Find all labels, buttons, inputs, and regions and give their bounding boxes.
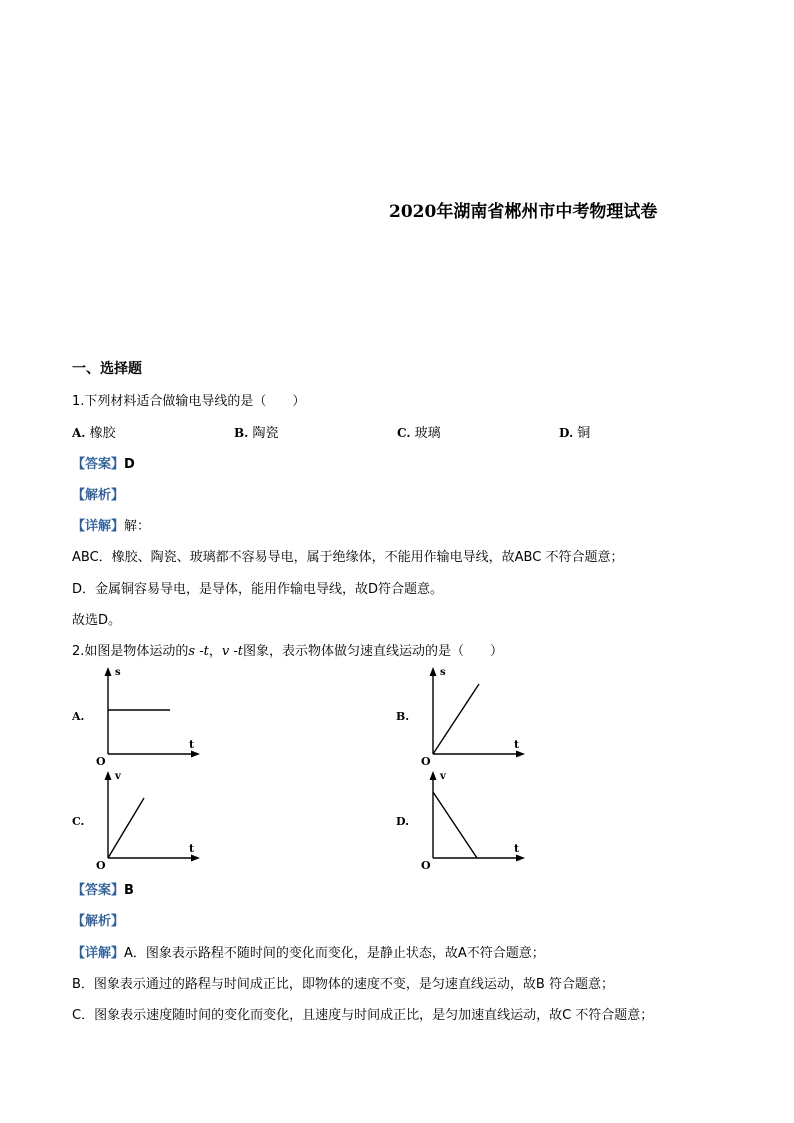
option-letter: A. — [72, 426, 86, 440]
y-axis-arrow — [105, 771, 112, 780]
answer-tag: 【答案】 — [72, 883, 125, 898]
q1-line-3: 故选D。 — [72, 613, 122, 628]
q2-line-2: C．图象表示速度随时间的变化而变化，且速度与时间成正比，是匀加速直线运动，故C 不符合题意； — [72, 1008, 654, 1023]
option-text: 铜 — [577, 426, 591, 441]
option-text: 橡胶 — [89, 426, 116, 441]
q2-detail — [72, 942, 545, 961]
x-axis-label: t — [514, 738, 520, 751]
q2-stem — [72, 640, 503, 659]
graph-line — [433, 792, 477, 858]
origin-label: O — [96, 755, 106, 768]
x-axis-arrow — [191, 751, 200, 758]
stem-sep: ， — [208, 644, 222, 659]
stem-st: s -t — [188, 644, 209, 659]
x-axis-label: t — [189, 738, 195, 751]
graph-line — [108, 798, 144, 858]
x-axis-arrow — [191, 855, 200, 862]
q2-graph-b[interactable] — [417, 664, 532, 768]
stem-vt: v -t — [221, 644, 243, 659]
q1-detail — [72, 515, 150, 534]
detail-tag: 【详解】 — [72, 946, 125, 961]
q1-line-2: D．金属铜容易导电，是导体，能用作输电导线，故D符合题意。 — [72, 582, 444, 597]
q2-analysis-tag: 【解析】 — [72, 914, 125, 929]
y-axis-arrow — [430, 771, 437, 780]
y-axis-label: v — [440, 771, 446, 782]
q1-analysis-tag: 【解析】 — [72, 488, 125, 503]
detail-tag: 【详解】 — [72, 519, 125, 534]
option-letter: D. — [559, 426, 574, 440]
q2-option-d-letter[interactable]: D. — [396, 815, 409, 828]
q2-graph-d[interactable] — [417, 768, 532, 872]
q2-answer — [72, 879, 134, 898]
q1-option-a[interactable] — [72, 422, 116, 441]
q1-option-d[interactable] — [559, 422, 590, 441]
stem-pre: 2.如图是物体运动的 — [72, 644, 189, 659]
x-axis-arrow — [516, 751, 525, 758]
section-heading: 一、选择题 — [72, 361, 142, 377]
q1-line-1: ABC．橡胶、陶瓷、玻璃都不容易导电，属于绝缘体，不能用作输电导线，故ABC 不符合题意； — [72, 550, 624, 565]
answer-tag: 【答案】 — [72, 457, 125, 472]
q2-graph-a[interactable] — [92, 664, 207, 768]
option-letter: C. — [397, 426, 411, 440]
detail-text: 解： — [124, 519, 151, 534]
option-letter: B. — [234, 426, 249, 440]
q2-option-c-letter[interactable]: C. — [72, 815, 85, 828]
q1-option-c[interactable] — [397, 422, 441, 441]
page-title: 2020年湖南省郴州市中考物理试卷 — [389, 202, 658, 222]
y-axis-label: s — [115, 667, 121, 678]
answer-value: B — [124, 883, 134, 898]
graph-line — [433, 684, 479, 754]
stem-post: 图象，表示物体做匀速直线运动的是（ ） — [242, 644, 503, 659]
x-axis-label: t — [514, 842, 520, 855]
q2-option-b-letter[interactable]: B. — [396, 710, 410, 723]
q1-option-b[interactable] — [234, 422, 278, 441]
q2-option-a-letter[interactable]: A. — [72, 710, 85, 723]
y-axis-label: s — [440, 667, 446, 678]
origin-label: O — [421, 755, 431, 768]
q1-stem: 1.下列材料适合做输电导线的是（ ） — [72, 394, 306, 409]
detail-text: A．图象表示路程不随时间的变化而变化，是静止状态，故A不符合题意； — [124, 946, 545, 961]
y-axis-label: v — [115, 771, 121, 782]
option-text: 陶瓷 — [252, 426, 279, 441]
answer-value: D — [124, 457, 135, 472]
x-axis-label: t — [189, 842, 195, 855]
q2-line-1: B．图象表示通过的路程与时间成正比，即物体的速度不变，是匀速直线运动，故B 符合题意； — [72, 977, 614, 992]
y-axis-arrow — [105, 667, 112, 676]
origin-label: O — [421, 859, 431, 872]
option-text: 玻璃 — [414, 426, 441, 441]
q2-graph-c[interactable] — [92, 768, 207, 872]
x-axis-arrow — [516, 855, 525, 862]
q1-answer — [72, 453, 135, 472]
y-axis-arrow — [430, 667, 437, 676]
origin-label: O — [96, 859, 106, 872]
